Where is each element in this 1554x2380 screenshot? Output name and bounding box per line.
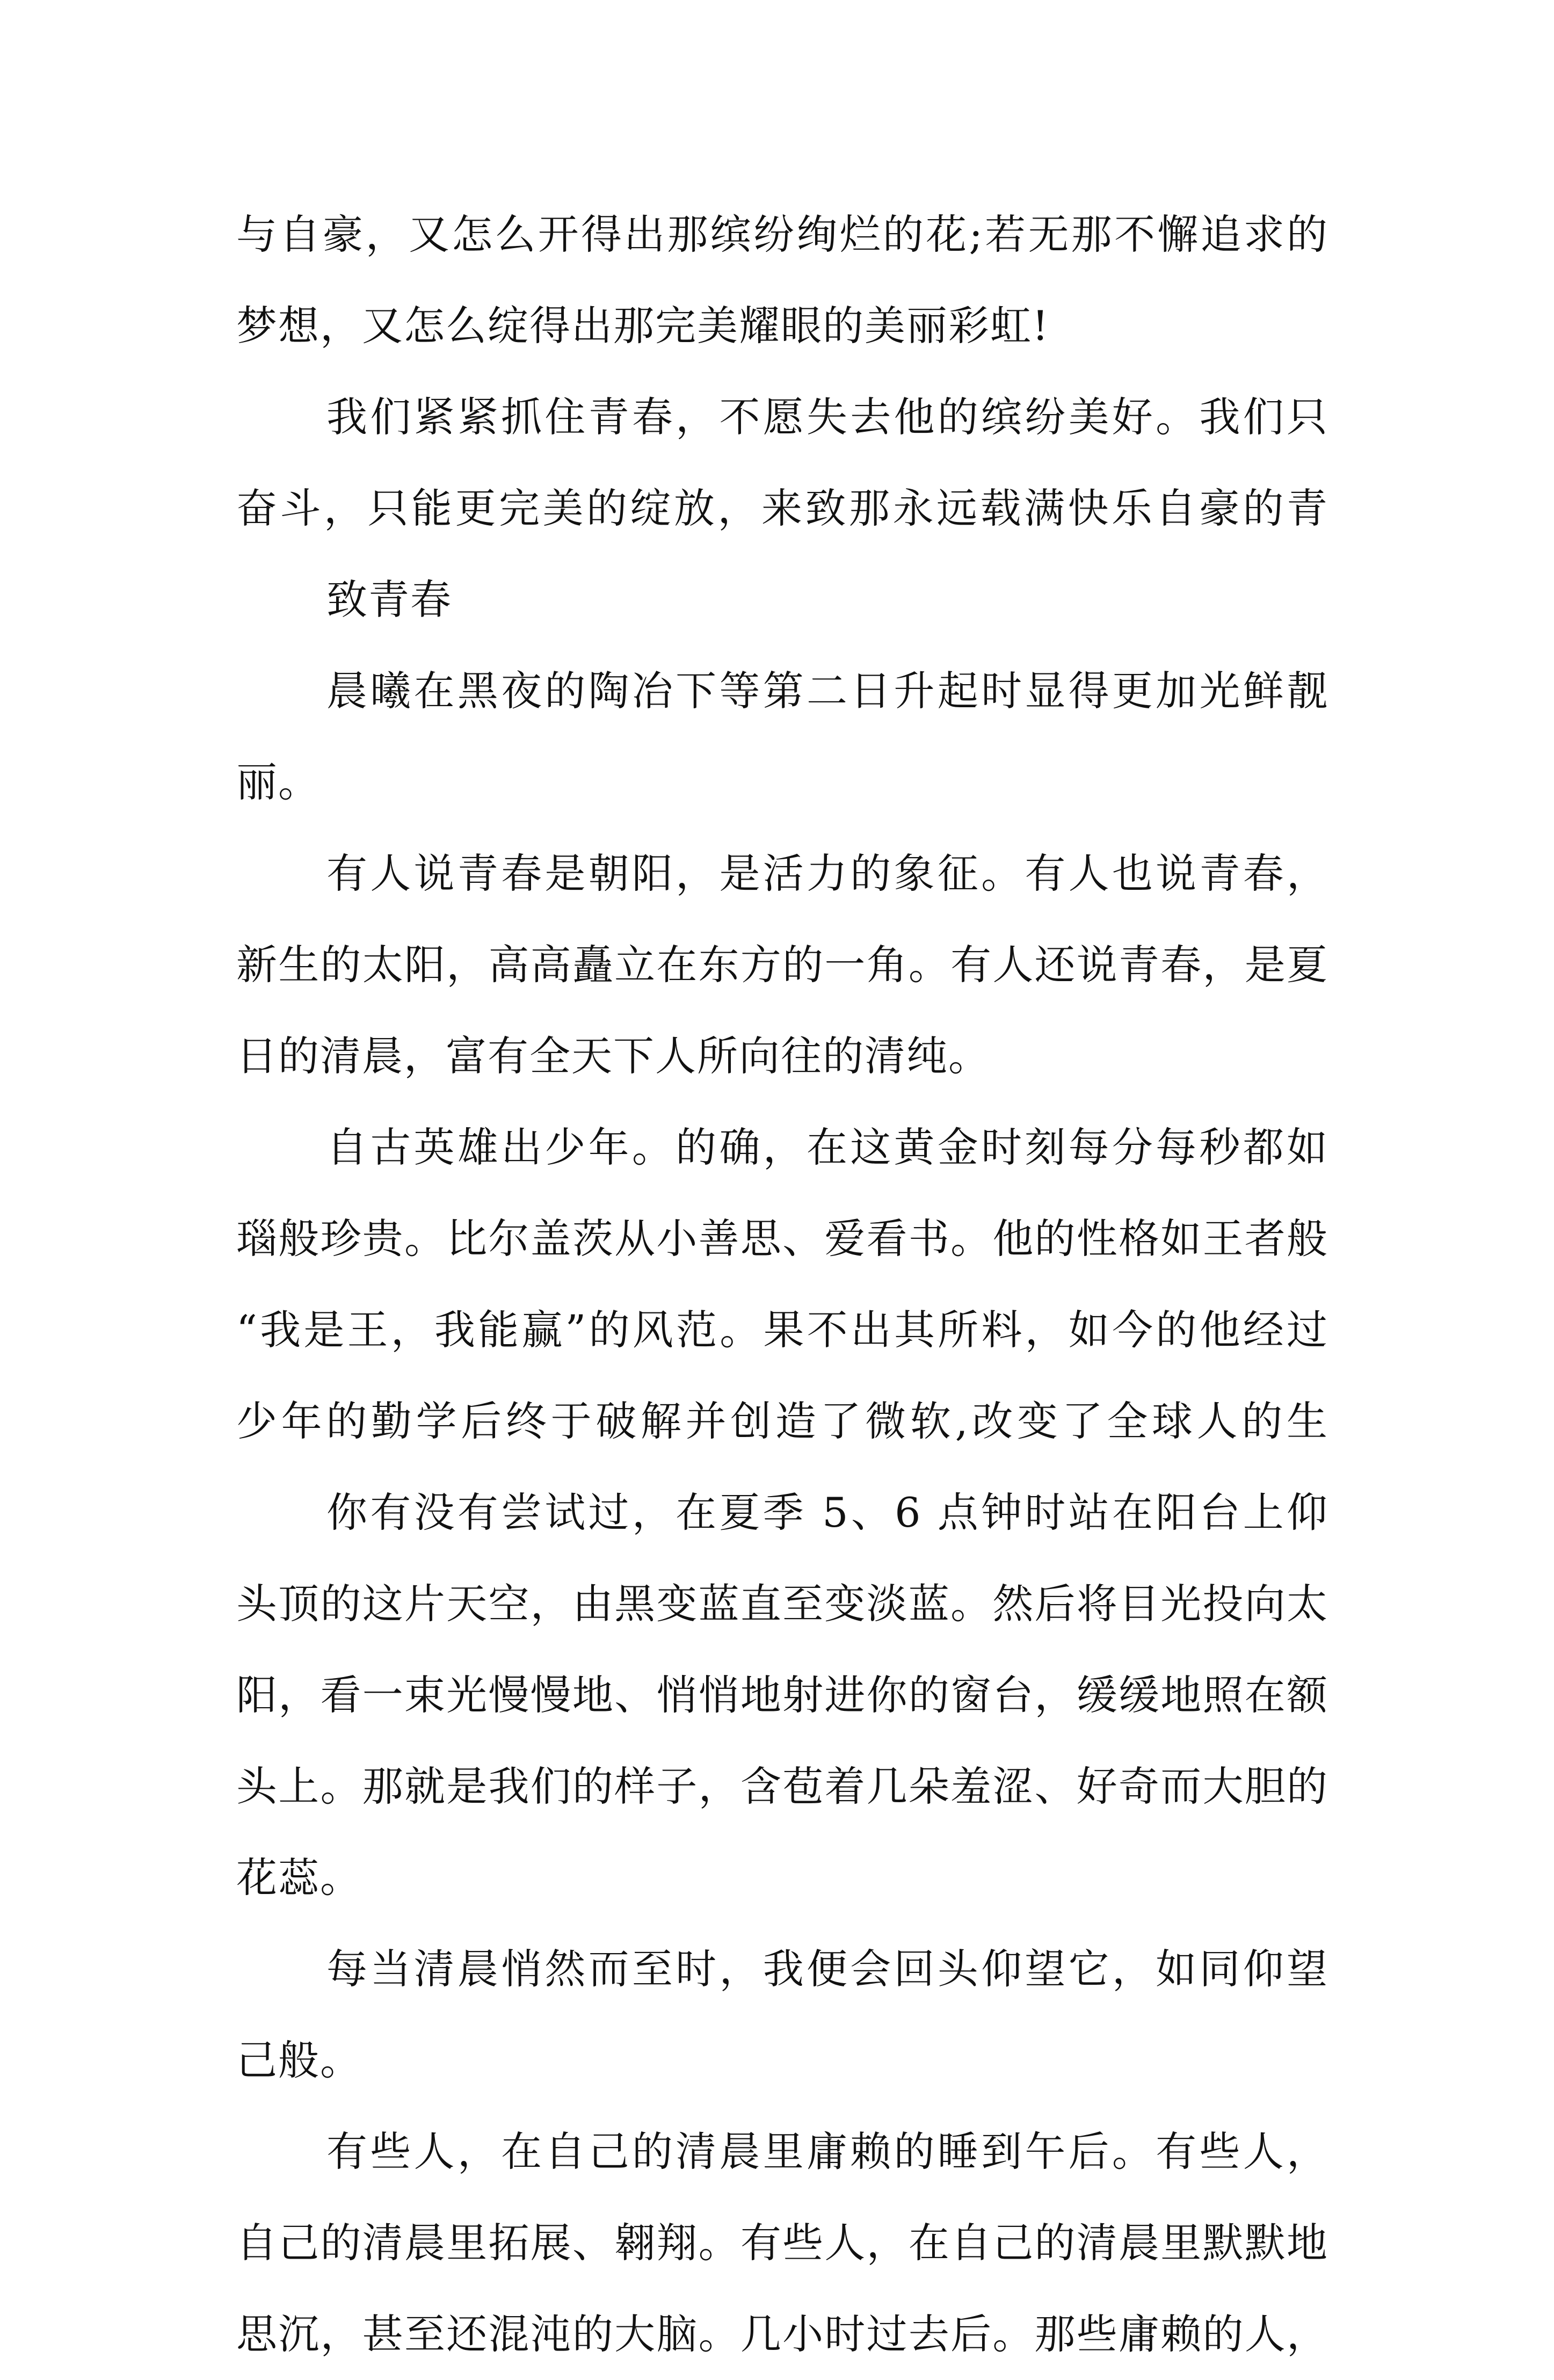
text-line: 阳，看一束光慢慢地、悄悄地射进你的窗台，缓缓地照在额 xyxy=(236,1671,1328,1719)
text-line: 晨曦在黑夜的陶冶下等第二日升起时显得更加光鲜靓 xyxy=(326,667,1328,715)
text-line: “我是王，我能赢”的风范。果不出其所料，如今的他经过 xyxy=(236,1306,1328,1354)
text-line: 奋斗，只能更完美的绽放，来致那永远载满快乐自豪的青 xyxy=(236,484,1328,532)
text-line: 己般。 xyxy=(236,2036,362,2084)
text-line: 有些人，在自己的清晨里庸赖的睡到午后。有些人， xyxy=(326,2128,1328,2175)
text-line: 头上。那就是我们的样子，含苞着几朵羞涩、好奇而大胆的 xyxy=(236,1762,1328,1810)
section-heading: 致青春 xyxy=(326,576,452,623)
text-line: 瑙般珍贵。比尔盖茨从小善思、爱看书。他的性格如王者般 xyxy=(236,1215,1328,1262)
text-line: 与自豪，又怎么开得出那缤纷绚烂的花;若无那不懈追求的 xyxy=(236,211,1328,258)
text-line: 思沉，甚至还混沌的大脑。几小时过去后。那些庸赖的人， xyxy=(236,2310,1328,2358)
text-line: 日的清晨，富有全天下人所向往的清纯。 xyxy=(236,1032,990,1080)
text-line: 每当清晨悄然而至时，我便会回头仰望它，如同仰望 xyxy=(326,1945,1328,1993)
text-line: 梦想，又怎么绽得出那完美耀眼的美丽彩虹! xyxy=(236,302,1050,350)
text-line: 有人说青春是朝阳，是活力的象征。有人也说青春， xyxy=(326,850,1328,897)
text-line: 新生的太阳，高高矗立在东方的一角。有人还说青春，是夏 xyxy=(236,941,1328,989)
text-line: 自古英雄出少年。的确，在这黄金时刻每分每秒都如 xyxy=(326,1123,1328,1171)
text-line: 少年的勤学后终于破解并创造了微软,改变了全球人的生 xyxy=(236,1397,1328,1445)
text-line: 自己的清晨里拓展、翱翔。有些人，在自己的清晨里默默地 xyxy=(236,2219,1328,2267)
text-line: 花蕊。 xyxy=(236,1854,362,1902)
text-line: 你有没有尝试过，在夏季 5、6 点钟时站在阳台上仰 xyxy=(326,1489,1328,1536)
body-text xyxy=(236,189,1328,2380)
text-line: 我们紧紧抓住青春，不愿失去他的缤纷美好。我们只 xyxy=(326,393,1328,441)
text-line: 头顶的这片天空，由黑变蓝直至变淡蓝。然后将目光投向太 xyxy=(236,1580,1328,1628)
text-line: 丽。 xyxy=(236,758,320,806)
